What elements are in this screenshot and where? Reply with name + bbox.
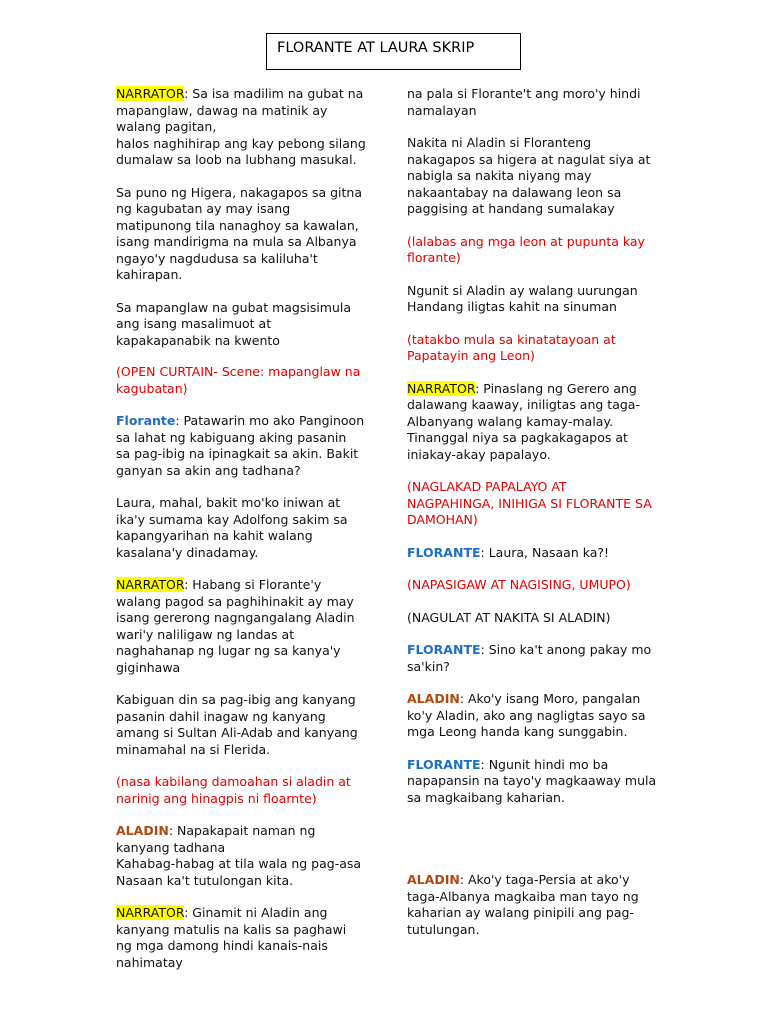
stage-note: (NAGULAT AT NAKITA SI ALADIN) [407, 609, 611, 625]
speaker-narrator: NARRATOR [116, 577, 185, 592]
stage-direction: (nasa kabilang damoahan si aladin at narinig ang hinagpis ni floarnte) [116, 774, 351, 806]
right-column [407, 86, 657, 954]
narration-text: : Habang si Florante'y walang pagod sa paghihinakit ay may isang gererong nagngangalang Aladin wari'y naliligaw ng landas at naghahanap ng lugar ng sa kanya'y giginhawa [116, 577, 355, 675]
dialogue-block [407, 642, 657, 675]
speaker-florante: FLORANTE [407, 756, 481, 772]
speaker-narrator: NARRATOR [116, 86, 185, 101]
narration-paragraph: Ngunit si Aladin ay walang uurungan Handang iligtas kahit na sinuman [407, 282, 638, 314]
narration-block [407, 381, 657, 464]
dialogue-block [407, 691, 657, 741]
dialogue-block [407, 872, 657, 938]
spacer [407, 822, 657, 872]
narration-block [116, 905, 366, 971]
speaker-aladin: ALADIN [407, 691, 460, 706]
dialogue-text: : Sino ka't anong pakay mo sa'kin? [407, 642, 652, 674]
narration-block [116, 86, 366, 169]
dialogue-text: : Ako'y isang Moro, pangalan ko'y Aladin, ako ang nagligtas sayo sa mga Leong handa kang sunggabin. [407, 691, 646, 739]
dialogue-paragraph: Laura, mahal, bakit mo'ko iniwan at ika'y sumama kay Adolfong sakim sa kapangyarihan na kahit walang kasalana'y dinadamay. [116, 495, 348, 560]
document-title: FLORANTE AT LAURA SKRIP [266, 33, 521, 70]
speaker-florante: FLORANTE [407, 642, 481, 657]
speaker-aladin: ALADIN [407, 872, 460, 887]
narration-text: : Pinaslang ng Gerero ang dalawang kaaway, iniligtas ang taga-Albanyang walang kamay-malay. Tinanggal niya sa pagkakagapos at iniakay-akay papalayo. [407, 380, 640, 462]
narration-paragraph: na pala si Florante't ang moro'y hindi namalayan [407, 86, 641, 118]
dialogue-text: : Patawarin mo ako Panginoon sa lahat ng kabiguang aking pasanin sa pag-ibig na ipinagkait sa akin. Bakit ganyan sa akin ang tadhana? [116, 413, 365, 478]
narration-block [116, 577, 366, 676]
dialogue-block [407, 757, 657, 807]
speaker-florante: FLORANTE [407, 544, 481, 560]
dialogue-text: : Ako'y taga-Persia at ako'y taga-Albanya magkaiba man tayo ng kaharian ay walang pinipili ang pag-tutulungan. [407, 872, 639, 937]
stage-direction: (OPEN CURTAIN- Scene: mapanglaw na kagubatan) [116, 364, 361, 396]
dialogue-text: : Napakapait naman ng kanyang tadhana Kahabag-habag at tila wala ng pag-asa Nasaan ka't tutulongan kita. [116, 823, 362, 888]
speaker-narrator: NARRATOR [407, 380, 476, 396]
narration-paragraph: Kabiguan din sa pag-ibig ang kanyang pasanin dahil inagaw ng kanyang amang si Sultan Ali-Adab and kanyang minamahal na si Flerida. [116, 692, 358, 757]
dialogue-block [116, 413, 366, 479]
speaker-florante: Florante [116, 413, 176, 428]
speaker-narrator: NARRATOR [116, 905, 185, 920]
narration-paragraph: Sa puno ng Higera, nakagapos sa gitna ng kagubatan ay may isang matipunong tila nanaghoy sa kawalan, isang mandirigma na mula sa Albanya ngayo'y nagdudusa sa kaliluha't kahirapan. [116, 184, 363, 282]
stage-direction: (NAPASIGAW AT NAGISING, UMUPO) [407, 577, 631, 592]
speaker-aladin: ALADIN [116, 823, 169, 838]
dialogue-block [116, 823, 366, 889]
narration-text: : Sa isa madilim na gubat na mapanglaw, dawag na matinik ay walang pagitan, halos naghihirap ang kay pebong silang dumalaw sa loob na lubhang masukal. [116, 86, 366, 167]
narration-text: : Ginamit ni Aladin ang kanyang matulis na kalis sa paghawi ng mga damong hindi kanais-nais nahimatay [116, 905, 347, 970]
left-column [116, 86, 366, 987]
stage-direction: (NAGLAKAD PAPALAYO AT NAGPAHINGA, INIHIGA SI FLORANTE SA DAMOHAN) [407, 479, 652, 527]
dialogue-text: : Laura, Nasaan ka?! [480, 544, 610, 560]
narration-paragraph: Nakita ni Aladin si Floranteng nakagapos sa higera at nagulat siya at nabigla sa nakita niyang may nakaantabay na dalawang leon sa paggising at handang sumalakay [407, 135, 651, 216]
narration-paragraph: Sa mapanglaw na gubat magsisimula ang isang masalimuot at kapakapanabik na kwento [116, 299, 352, 348]
stage-direction: (tatakbo mula sa kinatatayoan at Papatayin ang Leon) [407, 331, 616, 363]
dialogue-text: : Ngunit hindi mo ba napapansin na tayo'y magkaaway mula sa magkaibang kaharian. [407, 756, 657, 805]
dialogue-block [407, 545, 657, 562]
stage-direction: (lalabas ang mga leon at pupunta kay florante) [407, 233, 645, 265]
